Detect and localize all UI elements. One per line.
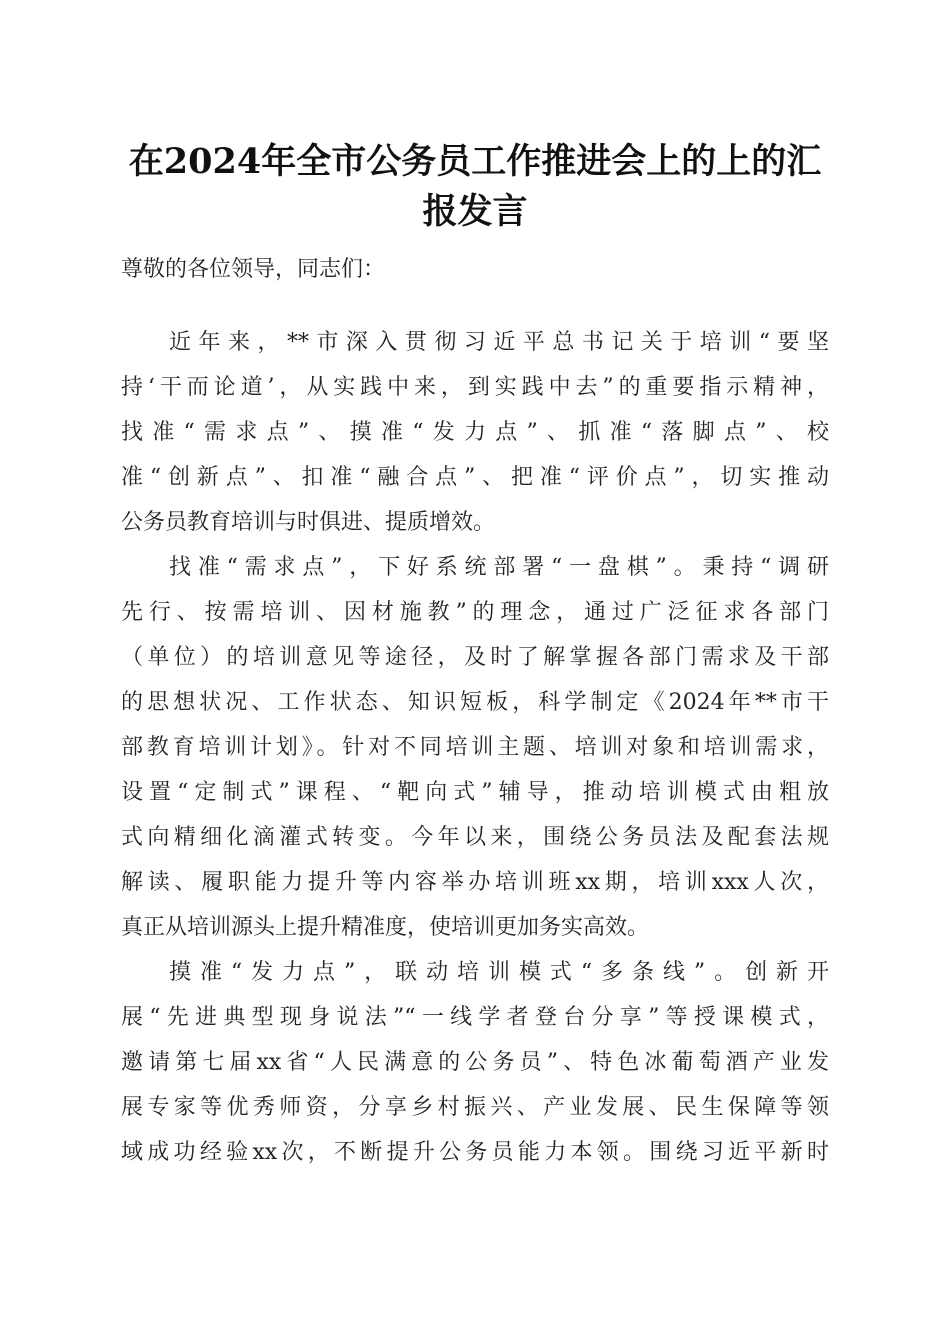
- paragraph-2-line-9: 真正从培训源头上提升精准度，使培训更加务实高效。: [121, 915, 650, 940]
- paragraph-2-line-3: （单位）的培训意见等途径，及时了解掌握各部门需求及干部: [121, 645, 829, 670]
- title-line-2: 报发言: [422, 191, 528, 232]
- paragraph-2-line-7: 式向精细化滴灌式转变。今年以来，围绕公务员法及配套法规: [121, 825, 829, 850]
- salutation: 尊敬的各位领导，同志们：: [121, 257, 386, 282]
- paragraph-1-line-1: 近年来，**市深入贯彻习近平总书记关于培训“要坚: [169, 330, 829, 355]
- paragraph-1-line-2: 持‘干而论道’，从实践中来，到实践中去”的重要指示精神，: [121, 375, 829, 400]
- paragraph-3-line-5: 域成功经验xx次，不断提升公务员能力本领。围绕习近平新时: [121, 1140, 829, 1165]
- paragraph-2-line-5: 部教育培训计划》。针对不同培训主题、培训对象和培训需求，: [121, 735, 829, 760]
- document-title: [100, 137, 850, 237]
- paragraph-1-line-5: 公务员教育培训与时俱进、提质增效。: [121, 510, 496, 535]
- paragraph-2-line-6: 设置“定制式”课程、“靶向式”辅导，推动培训模式由粗放: [121, 780, 829, 805]
- paragraph-1-line-4: 准“创新点”、扣准“融合点”、把准“评价点”，切实推动: [121, 465, 829, 490]
- title-line-1: 在2024年全市公务员工作推进会上的上的汇: [128, 141, 822, 182]
- paragraph-3-line-4: 展专家等优秀师资，分享乡村振兴、产业发展、民生保障等领: [121, 1095, 829, 1120]
- paragraph-2-line-8: 解读、履职能力提升等内容举办培训班xx期，培训xxx人次，: [121, 870, 829, 895]
- paragraph-2-line-4: 的思想状况、工作状态、知识短板，科学制定《2024年**市干: [121, 690, 829, 715]
- paragraph-3-line-1: 摸准“发力点”，联动培训模式“多条线”。创新开: [169, 960, 829, 985]
- paragraph-3-line-2: 展“先进典型现身说法”“一线学者登台分享”等授课模式，: [121, 1005, 829, 1030]
- paragraph-2-line-2: 先行、按需培训、因材施教”的理念，通过广泛征求各部门: [121, 600, 829, 625]
- paragraph-3-line-3: 邀请第七届xx省“人民满意的公务员”、特色冰葡萄酒产业发: [121, 1050, 829, 1075]
- paragraph-1-line-3: 找准“需求点”、摸准“发力点”、抓准“落脚点”、校: [121, 420, 829, 445]
- paragraph-2-line-1: 找准“需求点”，下好系统部署“一盘棋”。秉持“调研: [169, 555, 829, 580]
